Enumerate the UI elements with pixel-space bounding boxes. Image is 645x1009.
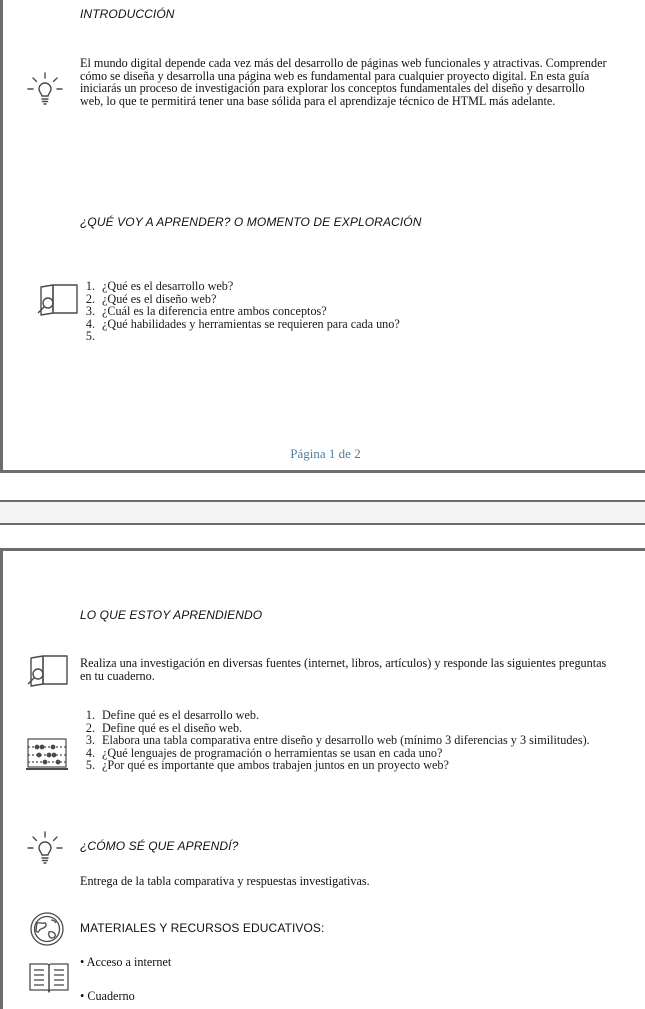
explore-heading: ¿QUÉ VOY A APRENDER? O MOMENTO DE EXPLORACIÓN xyxy=(80,215,422,229)
page-separator xyxy=(0,500,645,525)
list-item: 3. Elabora una tabla comparativa entre diseño y desarrollo web (mínimo 3 diferencias y 3 similitudes). xyxy=(85,733,590,748)
abacus-icon xyxy=(25,735,69,773)
material-item: • Acceso a internet xyxy=(80,955,172,969)
page-number: Página 1 de 2 xyxy=(290,446,361,461)
assessment-heading: ¿CÓMO SÉ QUE APRENDÍ? xyxy=(80,839,239,853)
material-item: • Cuaderno xyxy=(80,989,135,1003)
intro-heading: INTRODUCCIÓN xyxy=(80,7,175,21)
research-tasks xyxy=(80,709,602,772)
lightbulb-icon xyxy=(25,70,65,110)
list-item: 2. ¿Qué es el diseño web? xyxy=(85,291,217,306)
assessment-text: Entrega de la tabla comparativa y respuestas investigativas. xyxy=(80,874,370,888)
list-item: 4. ¿Qué lenguajes de programación o herramientas se usan en cada uno? xyxy=(85,745,443,760)
magnifier-book-icon xyxy=(25,653,71,689)
open-book-icon xyxy=(27,957,71,997)
list-item: 5. ¿Por qué es importante que ambos trabajen juntos en un proyecto web? xyxy=(85,758,449,773)
globe-icon xyxy=(27,909,67,949)
list-item: 3. ¿Cuál es la diferencia entre ambos conceptos? xyxy=(85,304,327,319)
exploration-questions xyxy=(80,280,600,343)
page-1 xyxy=(0,0,645,473)
list-item: 1. Define qué es el desarrollo web. xyxy=(85,708,260,722)
intro-paragraph: El mundo digital depende cada vez más del desarrollo de páginas web funcionales y atractivas. Comprender cómo se diseña y desarrolla una página web es fundamental para cualquier proyecto digital. En esta guía iniciarás un proceso de investigación para explorar los conceptos fundamentales del diseño y desarrollo web, lo que te permitirá tener una base sólida para el aprendizaje técnico de HTML más adelante. xyxy=(80,56,607,108)
lightbulb-icon xyxy=(25,829,65,869)
magnifier-book-icon xyxy=(35,282,81,318)
list-item: 4. ¿Qué habilidades y herramientas se requieren para cada uno? xyxy=(85,316,400,331)
list-item: 1. ¿Qué es el desarrollo web? xyxy=(85,279,234,293)
learning-paragraph: Realiza una investigación en diversas fuentes (internet, libros, artículos) y responde las siguientes preguntas en tu cuaderno. xyxy=(80,656,607,683)
materials-heading: MATERIALES Y RECURSOS EDUCATIVOS: xyxy=(80,921,325,935)
learning-heading: LO QUE ESTOY APRENDIENDO xyxy=(80,608,263,622)
list-item: 5. xyxy=(85,329,95,344)
list-item: 2. Define qué es el diseño web. xyxy=(85,720,243,735)
page-2 xyxy=(0,548,645,1009)
